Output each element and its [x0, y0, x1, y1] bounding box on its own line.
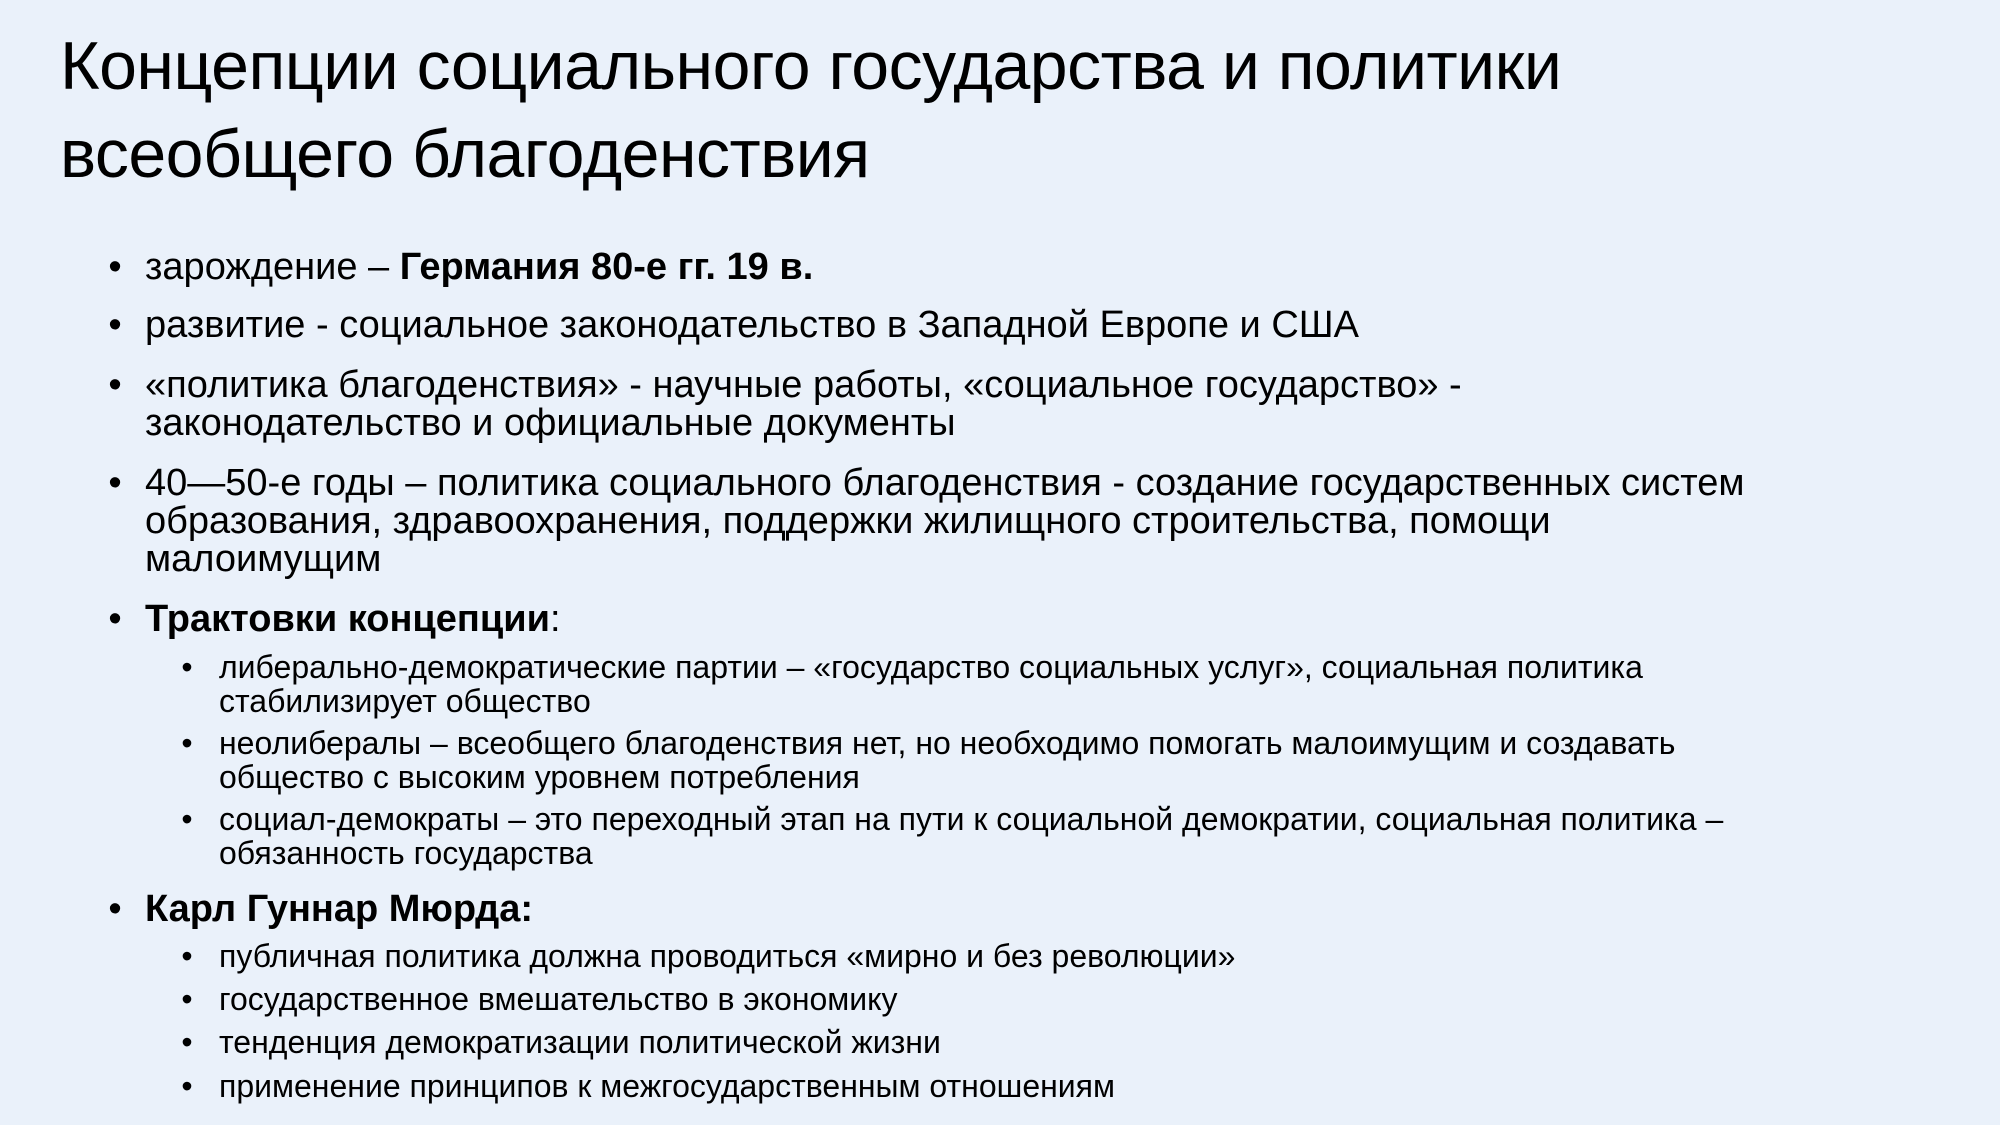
bullet-dot: • — [181, 801, 193, 837]
sub-bullet-democratization — [0, 1025, 1939, 1059]
sub-bullet-social-democrats — [0, 802, 1939, 870]
bullet-dot: • — [108, 304, 122, 346]
text-line: общество с высоким уровнем потребления — [219, 759, 860, 795]
origin-bold: Германия 80-е гг. 19 в. — [399, 246, 814, 288]
bullet-dot: • — [181, 649, 193, 685]
bullet-dot: • — [108, 364, 122, 406]
sub-bullet-liberal — [0, 650, 1939, 718]
text-line: образования, здравоохранения, поддержки жилищного строительства, помощи — [145, 500, 1551, 542]
interpretations-bold: Трактовки концепции — [145, 598, 550, 640]
bullet-item-welfare-policy — [0, 366, 1905, 442]
text-line: 40—50-е годы – политика социального благоденствия - создание государственных систем — [145, 462, 1745, 504]
bullet-text — [219, 802, 1939, 870]
bullet-dot: • — [181, 725, 193, 761]
sub-bullet-neoliberal — [0, 726, 1939, 794]
bullet-text: государственное вмешательство в экономику — [219, 981, 898, 1017]
slide-title — [60, 22, 1920, 198]
bullet-text: публичная политика должна проводиться «мирно и без революции» — [219, 938, 1236, 974]
text-line: стабилизирует общество — [219, 683, 591, 719]
bullet-item-development — [0, 306, 1905, 344]
bullet-dot: • — [108, 888, 122, 930]
text-line: социал-демократы – это переходный этап на пути к социальной демократии, социальная политика – — [219, 801, 1724, 837]
bullet-text — [145, 366, 1905, 442]
bullet-item-forties-fifties — [0, 464, 1905, 578]
bullet-text — [145, 464, 1905, 578]
text-line: законодательство и официальные документы — [145, 402, 956, 444]
sub-bullet-public-policy — [0, 939, 1939, 973]
text-line: «политика благоденствия» - научные работы, «социальное государство» - — [145, 364, 1462, 406]
bullet-item-myrdal — [0, 890, 1905, 928]
interpretations-suffix: : — [549, 598, 561, 640]
bullet-item-interpretations — [0, 600, 1905, 638]
bullet-item-origin — [0, 248, 1905, 286]
bullet-dot: • — [181, 938, 193, 974]
bullet-dot: • — [181, 981, 193, 1017]
bullet-text: тенденция демократизации политической жизни — [219, 1024, 941, 1060]
bullet-text — [219, 650, 1939, 718]
bullet-text: развитие - социальное законодательство в Западной Европе и США — [145, 304, 1359, 346]
bullet-text: применение принципов к межгосударственным отношениям — [219, 1068, 1115, 1104]
bullet-text — [145, 890, 1905, 928]
bullet-dot: • — [108, 598, 122, 640]
sub-bullet-state-intervention — [0, 982, 1939, 1016]
text-line: малоимущим — [145, 538, 382, 580]
myrdal-bold: Карл Гуннар Мюрда: — [145, 888, 534, 930]
origin-prefix: зарождение – — [145, 246, 400, 288]
text-line: неолибералы – всеобщего благоденствия нет, но необходимо помогать малоимущим и создавать — [219, 725, 1676, 761]
sub-bullet-interstate — [0, 1069, 1939, 1103]
bullet-dot: • — [181, 1068, 193, 1104]
bullet-text — [145, 248, 1905, 286]
bullet-dot: • — [108, 246, 122, 288]
slide-title-line-1: Концепции социального государства и политики — [60, 28, 1562, 104]
bullet-dot: • — [181, 1024, 193, 1060]
bullet-dot: • — [108, 462, 122, 504]
bullet-text — [145, 600, 1905, 638]
text-line: обязанность государства — [219, 835, 593, 871]
slide-title-line-2: всеобщего благоденствия — [60, 116, 870, 192]
text-line: либерально-демократические партии – «государство социальных услуг», социальная политика — [219, 649, 1643, 685]
bullet-text — [219, 726, 1939, 794]
